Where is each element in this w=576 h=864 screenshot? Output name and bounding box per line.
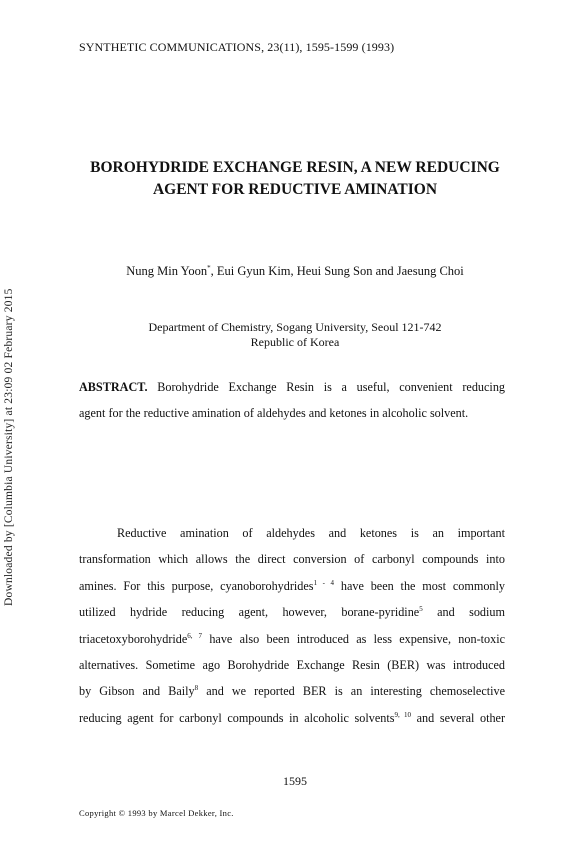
citation: 9, 10	[394, 710, 412, 719]
intro-line-2: transformation which allows the direct conversion of carbonyl compounds into	[79, 552, 505, 567]
intro-text: have been the most commonly	[334, 578, 505, 593]
intro-text: utilized hydride reducing agent, however, borane-pyridine	[79, 605, 420, 620]
citation: 8	[194, 684, 199, 693]
abstract-label: ABSTRACT.	[79, 380, 148, 394]
intro-line-3	[79, 573, 505, 599]
download-watermark: Downloaded by [Columbia University] at 23:09 02 February 2015	[3, 288, 15, 606]
intro-text: and we reported BER is an interesting chemoselective	[198, 684, 506, 699]
abstract	[79, 374, 505, 427]
journal-header: SYNTHETIC COMMUNICATIONS, 23(11), 1595-1599 (1993)	[79, 40, 395, 54]
intro-line-7	[79, 678, 505, 704]
copyright-notice: Copyright © 1993 by Marcel Dekker, Inc.	[79, 808, 234, 818]
intro-text: amines. For this purpose, cyanoborohydrides	[79, 578, 314, 593]
intro-line-1: Reductive amination of aldehydes and ketones is an important	[117, 526, 505, 540]
intro-line-8	[79, 705, 505, 731]
intro-line-4	[79, 599, 505, 625]
introduction-paragraph	[79, 520, 505, 731]
title-line-2: AGENT FOR REDUCTIVE AMINATION	[152, 181, 438, 198]
citation: 6, 7	[187, 631, 203, 640]
intro-line-6: alternatives. Sometime ago Borohydride Exchange Resin (BER) was introduced	[79, 657, 505, 672]
title-line-1: BOROHYDRIDE EXCHANGE RESIN, A NEW REDUCING	[90, 159, 500, 176]
article-title	[60, 157, 530, 201]
corresponding-author-mark: *	[207, 264, 211, 272]
abstract-text-1: Borohydride Exchange Resin is a useful, convenient reducing	[157, 380, 506, 394]
intro-text: triacetoxyborohydride	[79, 631, 188, 646]
intro-text: by Gibson and Baily	[79, 684, 195, 699]
abstract-line-2: agent for the reductive amination of aldehydes and ketones in alcoholic solvent.	[79, 406, 469, 421]
intro-text: reducing agent for carbonyl compounds in alcoholic solvents	[79, 710, 395, 725]
page-number: 1595	[283, 774, 307, 788]
corresponding-author: Nung Min Yoon	[126, 264, 208, 278]
citation: 5	[419, 605, 423, 614]
abstract-line-1	[79, 374, 505, 400]
co-authors: , Eui Gyun Kim, Heui Sung Son and Jaesung Choi	[210, 264, 464, 278]
intro-text: and several other	[411, 710, 506, 725]
affiliation-line-2: Republic of Korea	[250, 335, 340, 349]
citation: 1 - 4	[313, 578, 334, 587]
intro-line-5	[79, 626, 505, 652]
affiliation	[60, 320, 530, 350]
intro-text: have also been introduced as less expensive, non-toxic	[202, 631, 506, 646]
intro-text: and sodium	[422, 605, 505, 620]
author-list	[60, 264, 530, 279]
affiliation-line-1: Department of Chemistry, Sogang University, Seoul 121-742	[148, 320, 442, 334]
